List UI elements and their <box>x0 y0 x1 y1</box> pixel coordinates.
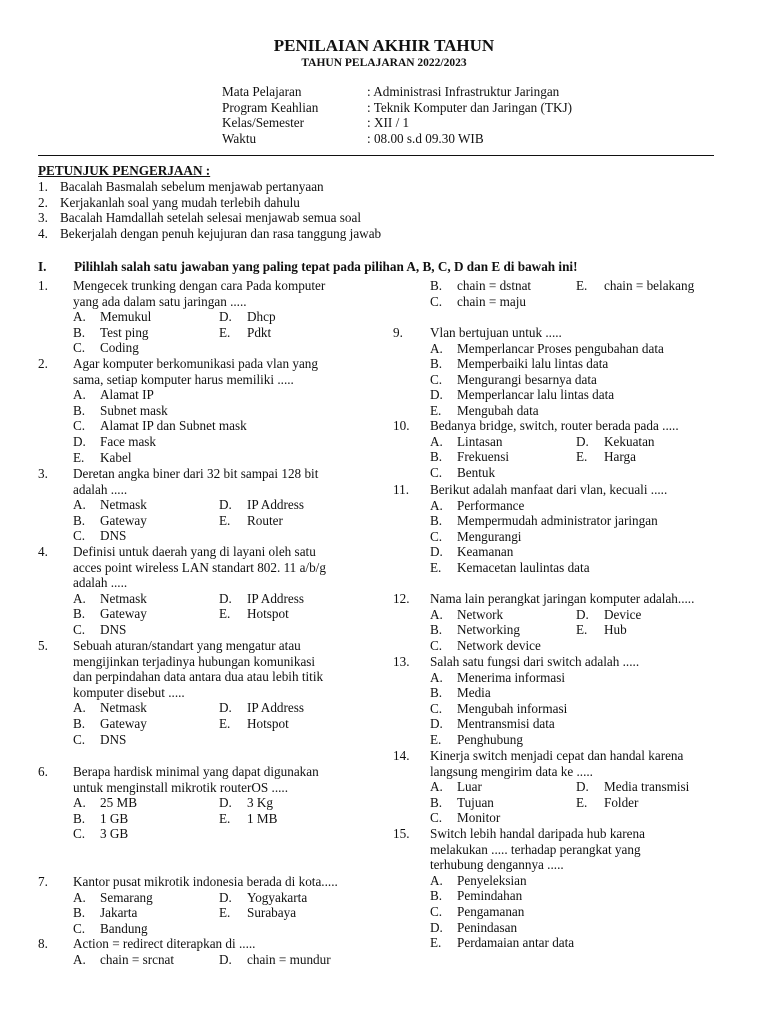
option-letter: D. <box>430 544 443 560</box>
question-number: 3. <box>38 466 48 481</box>
option-letter: E. <box>430 935 442 951</box>
option-letter: C. <box>430 637 443 653</box>
option-text: Memukul <box>100 309 152 325</box>
option-text: Netmask <box>100 497 147 513</box>
option-letter: B. <box>430 449 443 465</box>
question-number: 6. <box>38 764 48 779</box>
instruction-item <box>38 210 381 226</box>
option-letter: E. <box>430 560 442 575</box>
option-letter: C. <box>430 700 443 716</box>
question-text: Salah satu fungsi dari switch adalah ..... <box>430 654 640 669</box>
option-letter: E. <box>430 732 442 747</box>
option-text: Network <box>457 606 504 622</box>
option-text: Hub <box>604 622 627 638</box>
question-number: 1. <box>38 278 48 293</box>
option-letter: D. <box>219 590 232 606</box>
instruction-number: 4. <box>38 225 48 241</box>
option-letter: A. <box>430 497 443 513</box>
question-number: 8. <box>38 936 48 951</box>
question-number: 5. <box>38 638 48 653</box>
option-text: Bentuk <box>457 464 496 480</box>
option-letter: A. <box>73 387 86 403</box>
question-text: terhubung dengannya ..... <box>430 857 564 873</box>
question-text: Sebuah aturan/standart yang mengatur atau <box>73 638 301 653</box>
instruction-item <box>38 179 381 195</box>
option-text: 25 MB <box>100 795 138 811</box>
option-text: Menerima informasi <box>457 669 566 685</box>
meta-value: : Teknik Komputer dan Jaringan (TKJ) <box>367 99 573 115</box>
option-text: Frekuensi <box>457 449 510 465</box>
exam-title: PENILAIAN AKHIR TAHUN <box>273 36 495 55</box>
option-text: IP Address <box>247 700 305 716</box>
option-letter: A. <box>430 669 443 685</box>
option-text: Memperlancar lalu lintas data <box>457 387 615 403</box>
header-divider <box>38 155 714 156</box>
option-letter: C. <box>73 826 86 842</box>
option-letter: E. <box>576 622 588 638</box>
option-letter: B. <box>73 512 86 528</box>
option-letter: A. <box>430 872 443 888</box>
option-letter: A. <box>430 779 443 795</box>
option-letter: E. <box>219 905 231 921</box>
option-text: Hotspot <box>247 606 289 622</box>
option-letter: A. <box>430 433 443 449</box>
option-text: Alamat IP dan Subnet mask <box>100 418 247 434</box>
option-text: Networking <box>457 622 520 638</box>
option-text: Penyeleksian <box>457 872 527 888</box>
option-text: Harga <box>604 449 636 465</box>
option-text: 1 MB <box>247 810 278 826</box>
exam-subtitle: TAHUN PELAJARAN 2022/2023 <box>301 57 467 69</box>
option-letter: D. <box>219 951 232 967</box>
option-text: chain = srcnat <box>100 951 175 967</box>
option-text: Subnet mask <box>100 402 168 418</box>
question-text: Definisi untuk daerah yang di layani oleh satu <box>73 544 316 559</box>
option-text: Monitor <box>457 810 501 826</box>
option-letter: C. <box>73 528 86 544</box>
option-letter: D. <box>430 919 443 935</box>
option-letter: D. <box>576 433 589 449</box>
instruction-text: Bacalah Hamdallah setelah selesai menjawab semua soal <box>60 210 361 226</box>
option-letter: D. <box>576 779 589 795</box>
question-text: Bedanya bridge, switch, router berada pada ..... <box>430 418 679 433</box>
option-text: Folder <box>604 794 639 810</box>
option-letter: C. <box>430 464 443 480</box>
option-text: Memperlancar Proses pengubahan data <box>457 340 664 356</box>
meta-key: Program Keahlian <box>222 99 319 115</box>
option-text: Gateway <box>100 716 147 731</box>
option-text: Bandung <box>100 920 148 936</box>
meta-time <box>222 131 572 147</box>
option-letter: E. <box>219 324 231 340</box>
option-letter: E. <box>576 278 588 293</box>
option-text: Tujuan <box>457 794 494 810</box>
meta-value: : 08.00 s.d 09.30 WIB <box>367 130 484 146</box>
option-letter: D. <box>219 497 232 513</box>
option-text: Luar <box>457 779 482 795</box>
option-text: Perdamaian antar data <box>457 935 575 951</box>
option-letter: B. <box>430 278 443 293</box>
option-letter: B. <box>430 356 443 372</box>
option-letter: E. <box>576 449 588 465</box>
question-number: 7. <box>38 874 48 889</box>
option-text: Kabel <box>100 449 132 465</box>
question-text: Deretan angka biner dari 32 bit sampai 128 bit <box>73 466 319 481</box>
option-letter: A. <box>73 309 86 325</box>
option-text: DNS <box>100 731 127 747</box>
option-letter: B. <box>73 606 86 622</box>
option-letter: D. <box>219 889 232 905</box>
question-text: untuk menginstall mikrotik routerOS ..... <box>73 779 289 795</box>
option-text: Router <box>247 512 283 528</box>
section-heading <box>38 259 577 275</box>
option-letter: E. <box>219 606 231 622</box>
question-text: Mengecek trunking dengan cara Pada komputer <box>73 278 326 293</box>
option-text: Face mask <box>100 434 157 449</box>
option-letter: D. <box>430 387 443 403</box>
option-text: chain = dstnat <box>457 278 532 293</box>
option-text: Jakarta <box>100 905 138 921</box>
option-text: Hotspot <box>247 716 289 731</box>
option-letter: B. <box>430 888 443 904</box>
option-text: Mengubah data <box>457 403 539 418</box>
option-text: Penghubung <box>457 732 523 747</box>
option-letter: A. <box>73 951 86 967</box>
option-text: Mempermudah administrator jaringan <box>457 513 658 529</box>
question-text: langsung mengirim data ke ..... <box>430 763 593 779</box>
instructions-list <box>38 179 381 241</box>
option-letter: E. <box>219 810 231 826</box>
option-letter: C. <box>73 920 86 936</box>
option-text: Penindasan <box>457 919 518 935</box>
question-text: Berapa hardisk minimal yang dapat digunakan <box>73 764 319 779</box>
option-text: Alamat IP <box>100 387 154 403</box>
option-text: IP Address <box>247 497 305 513</box>
option-text: Test ping <box>100 324 149 340</box>
option-text: Kekuatan <box>604 433 655 449</box>
question-number: 4. <box>38 544 48 559</box>
option-letter: D. <box>430 716 443 732</box>
question-text: sama, setiap komputer harus memiliki ..... <box>73 371 294 387</box>
option-text: Kemacetan laulintas data <box>457 560 590 575</box>
option-letter: E. <box>73 449 85 465</box>
option-text: Performance <box>457 497 525 513</box>
option-text: 3 GB <box>100 826 129 842</box>
question-number: 13. <box>393 654 410 669</box>
option-letter: B. <box>73 324 86 340</box>
option-text: chain = mundur <box>247 951 331 967</box>
option-letter: B. <box>430 794 443 810</box>
option-text: Gateway <box>100 512 147 528</box>
option-letter: C. <box>73 340 86 356</box>
instruction-item <box>38 195 381 211</box>
option-letter: A. <box>430 340 443 356</box>
meta-key: Kelas/Semester <box>222 115 305 130</box>
instruction-number: 2. <box>38 194 48 210</box>
option-text: Network device <box>457 637 541 653</box>
question-text: melakukan ..... terhadap perangkat yang <box>430 841 641 857</box>
instruction-number: 1. <box>38 179 48 194</box>
question-text: Agar komputer berkomunikasi pada vlan yang <box>73 356 318 371</box>
option-text: Pemindahan <box>457 888 523 904</box>
question-text: komputer disebut ..... <box>73 684 185 700</box>
option-letter: A. <box>73 795 86 811</box>
option-letter: B. <box>73 716 86 731</box>
option-text: Mengubah informasi <box>457 700 568 716</box>
instruction-text: Bacalah Basmalah sebelum menjawab pertanyaan <box>60 179 324 194</box>
option-letter: C. <box>73 418 86 434</box>
question-text: mengijinkan terjadinya hubungan komunikasi <box>73 653 316 669</box>
option-letter: C. <box>73 731 86 747</box>
option-letter: A. <box>73 497 86 513</box>
option-text: Memperbaiki lalu lintas data <box>457 356 609 372</box>
meta-value: : Administrasi Infrastruktur Jaringan <box>367 84 560 99</box>
option-letter: D. <box>576 606 589 622</box>
option-text: Mengurangi <box>457 528 522 544</box>
instruction-number: 3. <box>38 210 48 226</box>
option-letter: D. <box>73 434 86 449</box>
option-letter: B. <box>430 622 443 638</box>
section-number: I. <box>38 259 47 274</box>
option-letter: A. <box>430 606 443 622</box>
option-text: chain = maju <box>457 293 526 309</box>
option-text: Pengamanan <box>457 904 525 919</box>
option-text: Netmask <box>100 590 147 606</box>
meta-value: : XII / 1 <box>367 115 410 130</box>
option-letter: E. <box>219 512 231 528</box>
question-text: dan perpindahan data antara dua atau lebih titik <box>73 669 324 685</box>
option-text: Lintasan <box>457 433 503 449</box>
exam-meta <box>222 84 572 146</box>
instructions-heading: PETUNJUK PENGERJAAN : <box>38 163 211 178</box>
instruction-text: Bekerjalah dengan penuh kejujuran dan rasa tanggung jawab <box>60 225 382 241</box>
question-text: acces point wireless LAN standart 802. 11 a/b/g <box>73 559 326 575</box>
question-number: 10. <box>393 418 410 433</box>
question-number: 2. <box>38 356 48 371</box>
option-text: Yogyakarta <box>247 889 308 905</box>
option-letter: A. <box>73 889 86 905</box>
option-text: Pdkt <box>247 324 272 340</box>
option-text: 1 GB <box>100 810 129 826</box>
meta-program <box>222 100 572 116</box>
question-text: Vlan bertujuan untuk ..... <box>430 325 562 340</box>
question-text: adalah ..... <box>73 481 128 497</box>
option-letter: D. <box>219 309 232 325</box>
question-number: 11. <box>393 482 409 497</box>
option-text: Gateway <box>100 606 147 622</box>
instruction-item <box>38 226 381 242</box>
option-text: Keamanan <box>457 544 514 560</box>
option-text: Media <box>457 685 491 701</box>
option-text: Device <box>604 606 642 622</box>
question-text: yang ada dalam satu jaringan ..... <box>73 293 247 309</box>
option-text: DNS <box>100 528 127 544</box>
option-letter: C. <box>430 810 443 826</box>
meta-class <box>222 115 572 131</box>
instruction-text: Kerjakanlah soal yang mudah terlebih dahulu <box>60 194 300 210</box>
option-letter: C. <box>430 371 443 387</box>
option-text: chain = belakang <box>604 278 695 293</box>
option-text: Netmask <box>100 700 147 716</box>
question-number: 15. <box>393 826 410 841</box>
option-text: IP Address <box>247 590 305 606</box>
option-text: 3 Kg <box>247 795 274 811</box>
option-letter: C. <box>73 622 86 637</box>
option-letter: B. <box>430 513 443 529</box>
option-letter: E. <box>430 403 442 418</box>
option-letter: A. <box>73 590 86 606</box>
option-letter: E. <box>576 794 588 810</box>
option-letter: D. <box>219 700 232 716</box>
question-number: 12. <box>393 591 410 606</box>
option-letter: C. <box>430 904 443 919</box>
meta-key: Waktu <box>222 130 257 146</box>
option-text: Mengurangi besarnya data <box>457 371 597 387</box>
option-text: Semarang <box>100 889 153 905</box>
question-text: Berikut adalah manfaat dari vlan, kecuali ..... <box>430 482 668 497</box>
option-letter: C. <box>430 528 443 544</box>
option-letter: B. <box>430 685 443 701</box>
meta-subject <box>222 84 572 100</box>
question-text: adalah ..... <box>73 575 128 591</box>
option-letter: B. <box>73 905 86 921</box>
option-letter: A. <box>73 700 86 716</box>
question-text: Action = redirect diterapkan di ..... <box>73 936 256 951</box>
option-letter: D. <box>219 795 232 811</box>
option-letter: B. <box>73 402 86 418</box>
question-text: Kantor pusat mikrotik indonesia berada di kota..... <box>73 874 338 889</box>
option-text: DNS <box>100 622 127 637</box>
option-text: Dhcp <box>247 309 276 325</box>
meta-key: Mata Pelajaran <box>222 84 302 99</box>
question-text: Switch lebih handal daripada hub karena <box>430 826 645 841</box>
option-letter: C. <box>430 293 443 309</box>
question-text: Nama lain perangkat jaringan komputer adalah..... <box>430 591 695 606</box>
option-text: Media transmisi <box>604 779 690 795</box>
section-text: Pilihlah salah satu jawaban yang paling tepat pada pilihan A, B, C, D dan E di bawah ini! <box>74 259 578 274</box>
option-text: Coding <box>100 340 139 356</box>
question-text: Kinerja switch menjadi cepat dan handal karena <box>430 748 684 763</box>
option-text: Surabaya <box>247 905 297 921</box>
option-letter: E. <box>219 716 231 731</box>
question-number: 9. <box>393 325 403 340</box>
question-number: 14. <box>393 748 410 763</box>
option-letter: B. <box>73 810 86 826</box>
option-text: Mentransmisi data <box>457 716 555 732</box>
